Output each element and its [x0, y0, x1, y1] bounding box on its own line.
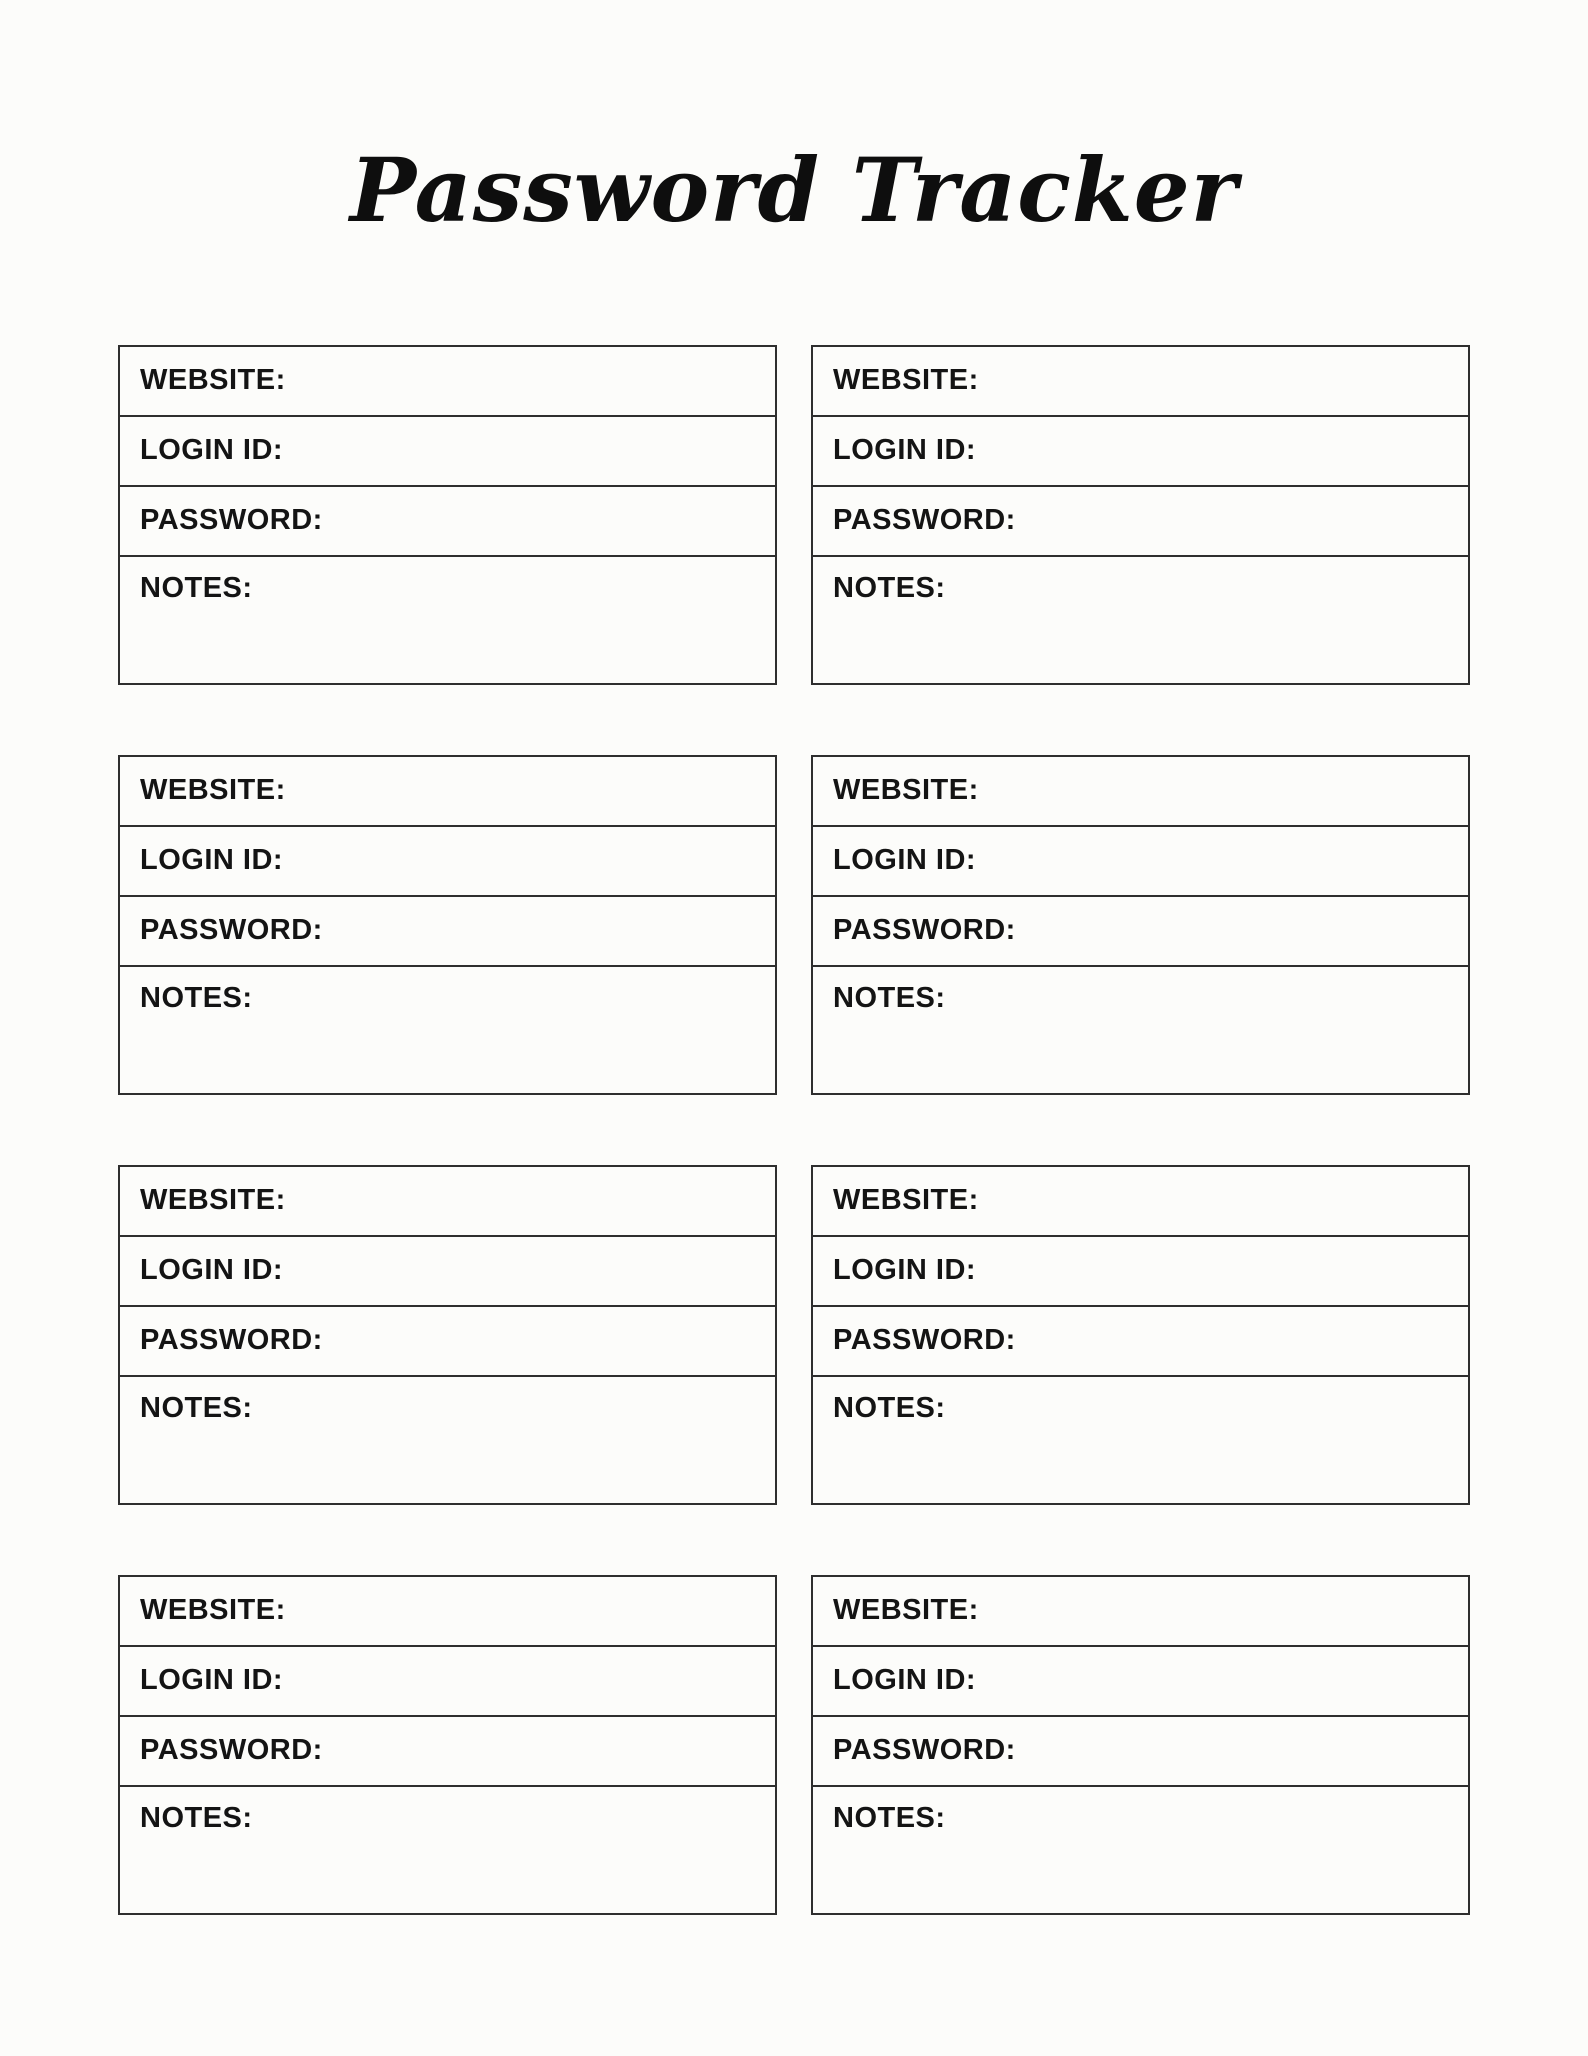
website-label: WEBSITE:: [140, 1184, 286, 1217]
website-row: [813, 757, 1468, 827]
login-id-label: LOGIN ID:: [833, 1664, 977, 1697]
login-id-row: [120, 417, 775, 487]
password-blank: [1016, 897, 1468, 965]
website-label: WEBSITE:: [140, 364, 286, 397]
notes-label: NOTES:: [140, 1802, 253, 1834]
login-id-blank: [976, 417, 1468, 485]
password-row: [120, 1717, 775, 1787]
website-row: [120, 1577, 775, 1647]
password-card: [811, 755, 1470, 1095]
password-card: [811, 1575, 1470, 1915]
website-blank: [979, 1167, 1468, 1235]
website-blank: [979, 757, 1468, 825]
login-id-label: LOGIN ID:: [833, 434, 977, 467]
website-label: WEBSITE:: [833, 1184, 979, 1217]
login-id-row: [813, 1237, 1468, 1307]
notes-blank: [253, 983, 775, 1093]
password-label: PASSWORD:: [833, 1734, 1016, 1767]
website-blank: [979, 347, 1468, 415]
password-blank: [323, 1307, 775, 1375]
login-id-row: [813, 1647, 1468, 1717]
notes-row: [120, 1787, 775, 1913]
notes-blank: [946, 983, 1468, 1093]
password-row: [813, 897, 1468, 967]
website-row: [813, 1577, 1468, 1647]
website-blank: [286, 757, 775, 825]
login-id-row: [813, 827, 1468, 897]
notes-blank: [253, 1393, 775, 1503]
cards-grid: [118, 345, 1470, 1915]
login-id-row: [813, 417, 1468, 487]
website-label: WEBSITE:: [833, 1594, 979, 1627]
login-id-row: [120, 1237, 775, 1307]
notes-label: NOTES:: [140, 572, 253, 604]
password-label: PASSWORD:: [833, 1324, 1016, 1357]
website-row: [813, 1167, 1468, 1237]
password-row: [813, 487, 1468, 557]
notes-blank: [253, 1803, 775, 1913]
website-label: WEBSITE:: [140, 774, 286, 807]
notes-row: [120, 967, 775, 1093]
notes-label: NOTES:: [833, 1802, 946, 1834]
password-label: PASSWORD:: [140, 1734, 323, 1767]
password-card: [118, 1165, 777, 1505]
login-id-blank: [283, 1647, 775, 1715]
password-label: PASSWORD:: [140, 1324, 323, 1357]
login-id-label: LOGIN ID:: [140, 844, 284, 877]
notes-label: NOTES:: [140, 982, 253, 1014]
website-row: [813, 347, 1468, 417]
login-id-label: LOGIN ID:: [140, 1664, 284, 1697]
password-blank: [323, 897, 775, 965]
password-blank: [1016, 1307, 1468, 1375]
notes-blank: [946, 573, 1468, 683]
login-id-blank: [976, 1237, 1468, 1305]
login-id-blank: [283, 1237, 775, 1305]
login-id-blank: [976, 1647, 1468, 1715]
notes-row: [120, 1377, 775, 1503]
notes-row: [813, 557, 1468, 683]
password-row: [120, 487, 775, 557]
login-id-blank: [976, 827, 1468, 895]
website-row: [120, 1167, 775, 1237]
notes-label: NOTES:: [833, 982, 946, 1014]
password-label: PASSWORD:: [140, 914, 323, 947]
login-id-row: [120, 1647, 775, 1717]
website-label: WEBSITE:: [833, 364, 979, 397]
password-blank: [1016, 1717, 1468, 1785]
login-id-label: LOGIN ID:: [833, 1254, 977, 1287]
notes-row: [813, 1377, 1468, 1503]
notes-blank: [253, 573, 775, 683]
website-row: [120, 347, 775, 417]
notes-label: NOTES:: [140, 1392, 253, 1424]
password-blank: [1016, 487, 1468, 555]
notes-label: NOTES:: [833, 1392, 946, 1424]
password-label: PASSWORD:: [833, 504, 1016, 537]
password-label: PASSWORD:: [833, 914, 1016, 947]
password-row: [813, 1307, 1468, 1377]
password-card: [118, 755, 777, 1095]
password-card: [118, 1575, 777, 1915]
password-row: [813, 1717, 1468, 1787]
password-card: [811, 1165, 1470, 1505]
password-card: [118, 345, 777, 685]
website-label: WEBSITE:: [833, 774, 979, 807]
notes-row: [813, 967, 1468, 1093]
login-id-label: LOGIN ID:: [833, 844, 977, 877]
login-id-row: [120, 827, 775, 897]
notes-row: [813, 1787, 1468, 1913]
password-card: [811, 345, 1470, 685]
password-blank: [323, 1717, 775, 1785]
password-label: PASSWORD:: [140, 504, 323, 537]
website-label: WEBSITE:: [140, 1594, 286, 1627]
website-blank: [979, 1577, 1468, 1645]
login-id-blank: [283, 827, 775, 895]
page-title: Password Tracker: [349, 138, 1239, 242]
notes-label: NOTES:: [833, 572, 946, 604]
login-id-label: LOGIN ID:: [140, 434, 284, 467]
website-blank: [286, 1167, 775, 1235]
notes-blank: [946, 1803, 1468, 1913]
website-row: [120, 757, 775, 827]
password-row: [120, 1307, 775, 1377]
password-blank: [323, 487, 775, 555]
login-id-blank: [283, 417, 775, 485]
website-blank: [286, 347, 775, 415]
notes-row: [120, 557, 775, 683]
password-row: [120, 897, 775, 967]
website-blank: [286, 1577, 775, 1645]
login-id-label: LOGIN ID:: [140, 1254, 284, 1287]
notes-blank: [946, 1393, 1468, 1503]
